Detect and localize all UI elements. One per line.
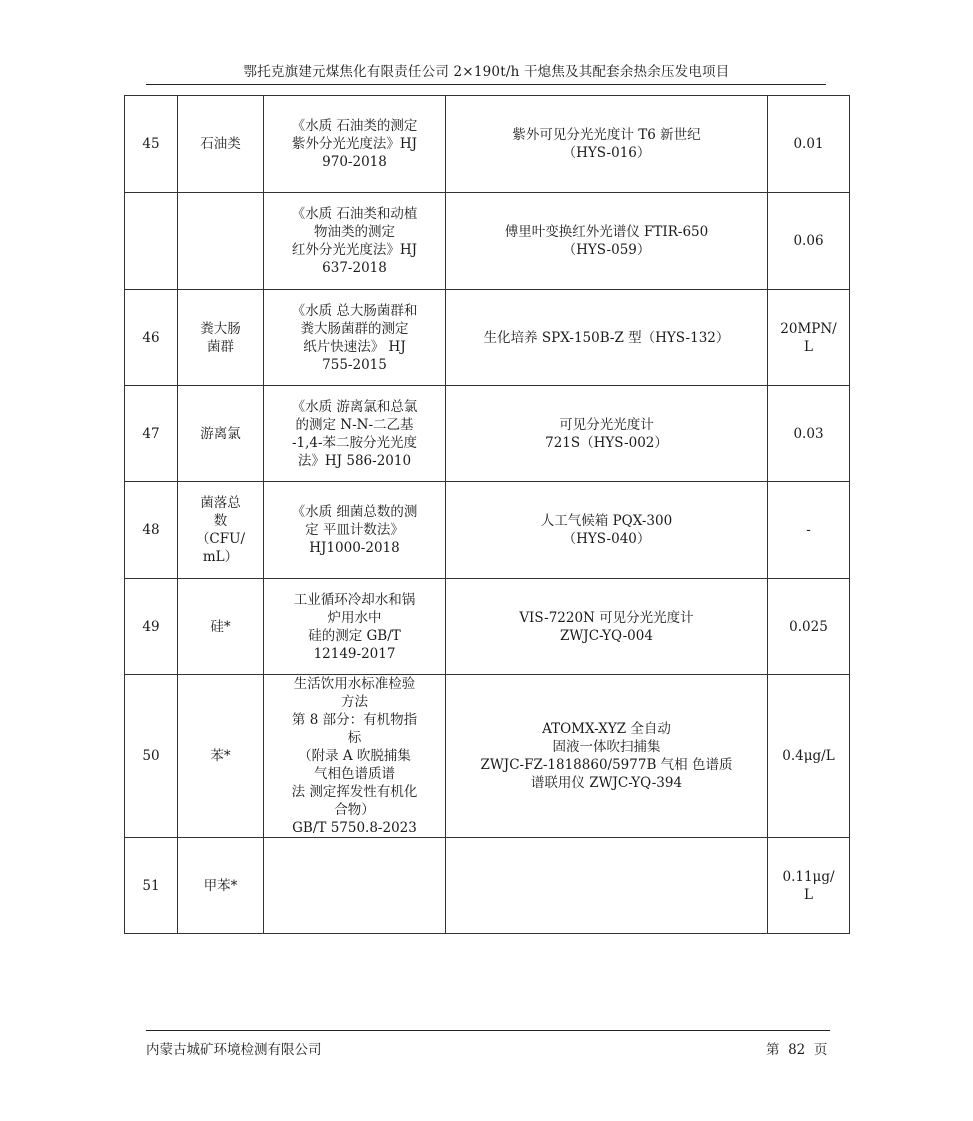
item-name xyxy=(178,193,264,290)
table-row-47 xyxy=(125,386,850,482)
table-row-45 xyxy=(125,96,850,193)
item-name: 菌落总 数 （CFU/ mL） xyxy=(178,482,264,579)
detection-limit: 0.025 xyxy=(768,579,850,675)
item-name: 粪大肠 菌群 xyxy=(178,290,264,386)
instrument: 紫外可见分光光度计 T6 新世纪 （HYS-016） xyxy=(446,96,768,193)
table-row-49 xyxy=(125,579,850,675)
page-number: 第 82 页 xyxy=(766,1042,828,1058)
footer-company: 内蒙古城矿环境检测有限公司 xyxy=(146,1042,322,1058)
row-number: 49 xyxy=(125,579,178,675)
row-number xyxy=(125,193,178,290)
detection-limit: - xyxy=(768,482,850,579)
analysis-method xyxy=(264,838,446,934)
item-name: 苯* xyxy=(178,675,264,838)
row-number: 50 xyxy=(125,675,178,838)
table-row-46 xyxy=(125,290,850,386)
item-name: 甲苯* xyxy=(178,838,264,934)
item-name: 硅* xyxy=(178,579,264,675)
table-row-45-b xyxy=(125,193,850,290)
detection-limit: 20MPN/ L xyxy=(768,290,850,386)
detection-limit: 0.01 xyxy=(768,96,850,193)
analysis-method: 《水质 石油类的测定 紫外分光光度法》HJ 970-2018 xyxy=(264,96,446,193)
row-number: 46 xyxy=(125,290,178,386)
instrument xyxy=(446,838,768,934)
table-row-51 xyxy=(125,838,850,934)
table-row-48 xyxy=(125,482,850,579)
instrument: 生化培养 SPX-150B-Z 型（HYS-132） xyxy=(446,290,768,386)
detection-limit: 0.11μg/ L xyxy=(768,838,850,934)
row-number: 47 xyxy=(125,386,178,482)
instrument: VIS-7220N 可见分光光度计 ZWJC-YQ-004 xyxy=(446,579,768,675)
analysis-method: 《水质 石油类和动植 物油类的测定 红外分光光度法》HJ 637-2018 xyxy=(264,193,446,290)
instrument: 人工气候箱 PQX-300 （HYS-040） xyxy=(446,482,768,579)
detection-limit: 0.06 xyxy=(768,193,850,290)
analysis-method: 《水质 游离氯和总氯 的测定 N-N-二乙基 -1,4-苯二胺分光光度 法》HJ 586-2010 xyxy=(264,386,446,482)
page-header-title: 鄂托克旗建元煤焦化有限责任公司 2×190t/h 干熄焦及其配套余热余压发电项目 xyxy=(243,64,730,80)
methods-table xyxy=(124,95,850,934)
instrument: 可见分光光度计 721S（HYS-002） xyxy=(446,386,768,482)
table-row-50 xyxy=(125,675,850,838)
analysis-method: 《水质 总大肠菌群和 粪大肠菌群的测定 纸片快速法》 HJ 755-2015 xyxy=(264,290,446,386)
analysis-method: 生活饮用水标准检验 方法 第 8 部分：有机物指 标 （附录 A 吹脱捕集 气相色谱质谱 法 测定挥发性有机化 合物） GB/T 5750.8-2023 xyxy=(264,675,446,838)
instrument: ATOMX-XYZ 全自动 固液一体吹扫捕集 ZWJC-FZ-1818860/5977B 气相 色谱质 谱联用仪 ZWJC-YQ-394 xyxy=(446,675,768,838)
analysis-method: 《水质 细菌总数的测 定 平皿计数法》 HJ1000-2018 xyxy=(264,482,446,579)
row-number: 45 xyxy=(125,96,178,193)
item-name: 游离氯 xyxy=(178,386,264,482)
footer-divider xyxy=(146,1030,830,1031)
instrument: 傅里叶变换红外光谱仪 FTIR-650 （HYS-059） xyxy=(446,193,768,290)
row-number: 51 xyxy=(125,838,178,934)
detection-limit: 0.4μg/L xyxy=(768,675,850,838)
row-number: 48 xyxy=(125,482,178,579)
analysis-method: 工业循环冷却水和锅 炉用水中 硅的测定 GB/T 12149-2017 xyxy=(264,579,446,675)
item-name: 石油类 xyxy=(178,96,264,193)
header-divider xyxy=(146,84,826,85)
detection-limit: 0.03 xyxy=(768,386,850,482)
